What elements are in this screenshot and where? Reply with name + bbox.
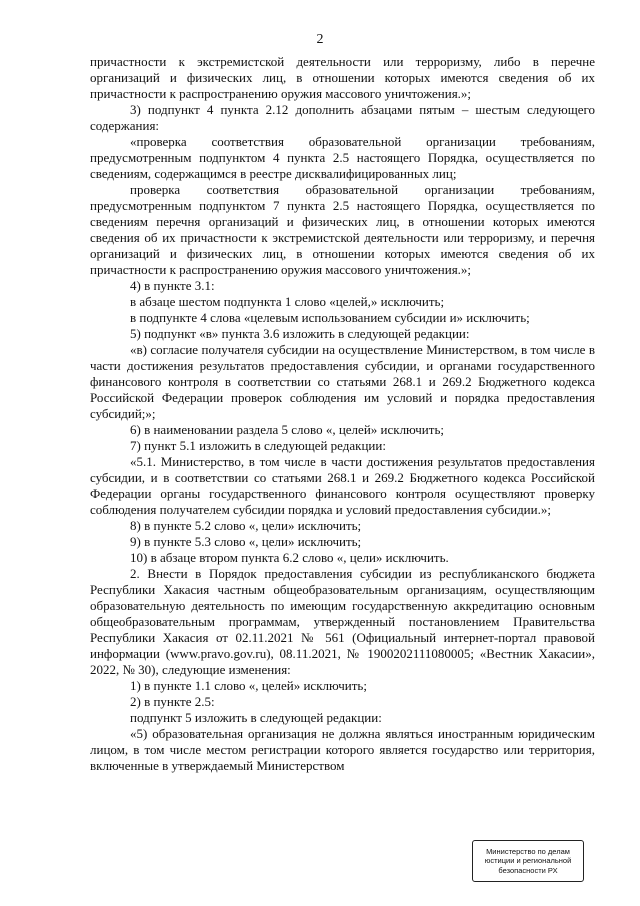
paragraph: в подпункте 4 слова «целевым использованием субсидии и» исключить; bbox=[130, 310, 530, 325]
document-body bbox=[90, 54, 595, 774]
paragraph: 4) в пункте 3.1: bbox=[130, 278, 215, 293]
paragraph: «в) согласие получателя субсидии на осуществление Министерством, в том числе в части достижения результатов предоставления субсидии, и органами государственного финансового контроля в соответствии со статьями 268.1 и 269.2 Бюджетного кодекса Российской Федерации проверок соблюдения им условий и порядка предоставления субсидий;»; bbox=[90, 342, 595, 421]
paragraph: 1) в пункте 1.1 слово «, целей» исключить; bbox=[130, 678, 367, 693]
paragraph: 7) пункт 5.1 изложить в следующей редакции: bbox=[130, 438, 386, 453]
stamp-line: Министерство по делам bbox=[486, 846, 570, 856]
paragraph: 10) в абзаце втором пункта 6.2 слово «, цели» исключить. bbox=[130, 550, 449, 565]
paragraph: 6) в наименовании раздела 5 слово «, целей» исключить; bbox=[130, 422, 444, 437]
registration-stamp bbox=[472, 840, 584, 882]
paragraph: «5) образовательная организация не должна являться иностранным юридическим лицом, в том числе местом регистрации которого является государство или территория, включенные в утверждаемый Министерством bbox=[90, 726, 595, 773]
paragraph: 5) подпункт «в» пункта 3.6 изложить в следующей редакции: bbox=[130, 326, 470, 341]
paragraph: проверка соответствия образовательной организации требованиям, предусмотренным подпунктом 7 пункта 2.5 настоящего Порядка, осуществляется по сведениям перечня организаций и физических лиц, в отношении которых имеются сведения об их причастности к экстремистской деятельности или терроризму, и перечня организаций и физических лиц, в отношении которых имеются сведения об их причастности к распространению оружия массового уничтожения.»; bbox=[90, 182, 595, 277]
paragraph: 2. Внести в Порядок предоставления субсидии из республиканского бюджета Республики Хакасия частным общеобразовательным организациям, осуществляющим образовательную деятельность по имеющим государственную аккредитацию основным общеобразовательным программам, утвержденный постановлением Правительства Республики Хакасия от 02.11.2021 № 561 (Официальный интернет-портал правовой информации (www.pravo.gov.ru), 08.11.2021, № 1900202111080005; «Вестник Хакасии», 2022, № 30), следующие изменения: bbox=[90, 566, 595, 677]
paragraph: 9) в пункте 5.3 слово «, цели» исключить; bbox=[130, 534, 362, 549]
paragraph: 2) в пункте 2.5: bbox=[130, 694, 215, 709]
paragraph: подпункт 5 изложить в следующей редакции: bbox=[130, 710, 382, 725]
stamp-line: безопасности РХ bbox=[498, 865, 558, 875]
stamp-line: юстиции и региональной bbox=[484, 856, 572, 866]
paragraph: в абзаце шестом подпункта 1 слово «целей,» исключить; bbox=[130, 294, 445, 309]
paragraph: 8) в пункте 5.2 слово «, цели» исключить; bbox=[130, 518, 362, 533]
page-number: 2 bbox=[316, 32, 324, 47]
paragraph: «проверка соответствия образовательной организации требованиям, предусмотренным подпунктом 4 пункта 2.5 настоящего Порядка, осуществляется по сведениям, содержащимся в реестре дисквалифицированных лиц; bbox=[90, 134, 595, 181]
paragraph: причастности к экстремистской деятельности или терроризму, либо в перечне организаций и физических лиц, в отношении которых имеются сведения об их причастности к распространению оружия массового уничтожения.»; bbox=[90, 54, 595, 101]
paragraph: «5.1. Министерство, в том числе в части достижения результатов предоставления субсидии, и в соответствии со статьями 268.1 и 269.2 Бюджетного кодекса Российской Федерации органы государственного финансового контроля осуществляют проверку соблюдения получателем субсидии порядка и условий предоставления субсидии.»; bbox=[90, 454, 595, 517]
paragraph: 3) подпункт 4 пункта 2.12 дополнить абзацами пятым – шестым следующего содержания: bbox=[90, 102, 595, 133]
